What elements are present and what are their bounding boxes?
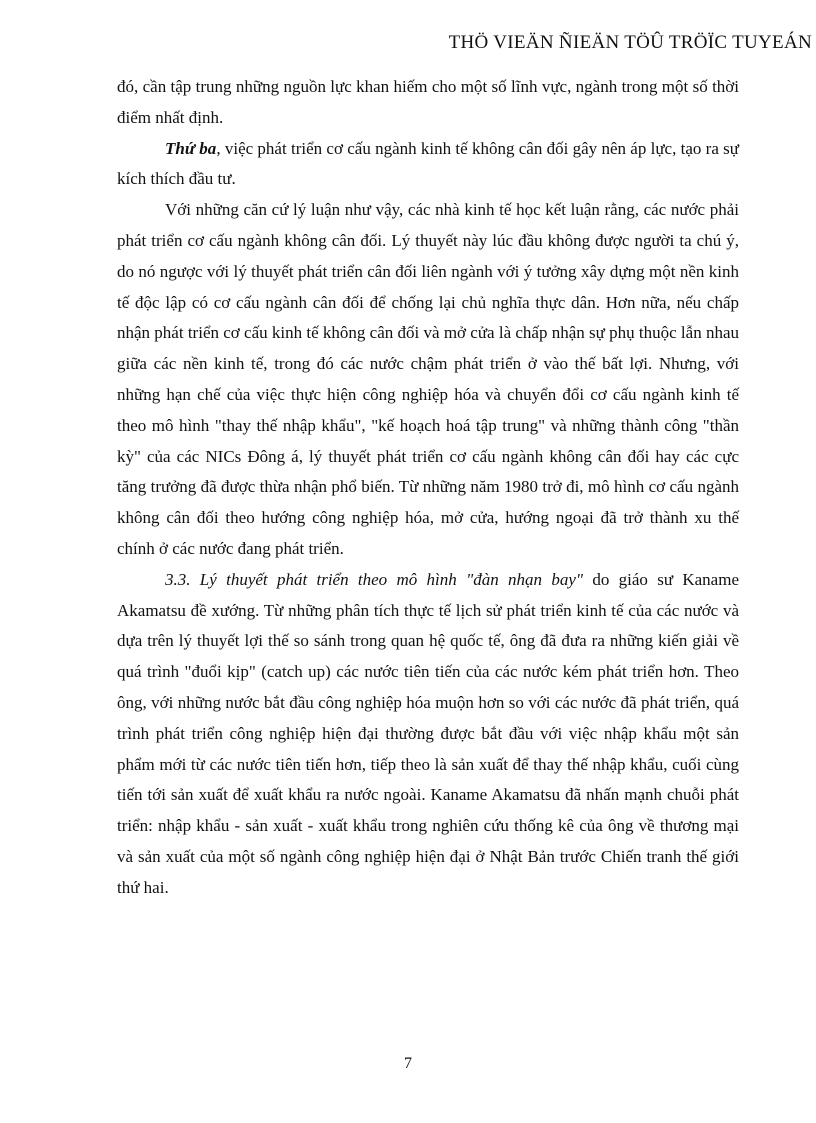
paragraph-2-lead: Thứ ba — [165, 138, 217, 158]
paragraph-4-lead: 3.3. Lý thuyết phát triển theo mô hình "đàn nhạn bay" — [165, 569, 584, 589]
body-text — [117, 72, 739, 904]
paragraph-4-text: do giáo sư Kaname Akamatsu đề xướng. Từ những phân tích thực tế lịch sử phát triển kinh tế của các nước và dựa trên lý thuyết lợi thế so sánh trong quan hệ quốc tế, ông đã đưa ra những kiến giải về quá trình "đuổi kịp" (catch up) các nước tiên tiến của các nước kém phát triển hơn. Theo ông, với những nước bắt đầu công nghiệp hóa muộn hơn so với các nước đã phát triển, quá trình phát triển công nghiệp hiện đại thường được bắt đầu với việc nhập khẩu một sản phẩm mới từ các nước tiên tiến hơn, tiếp theo là sản xuất để thay thế nhập khẩu, cuối cùng tiến tới sản xuất để xuất khẩu ra nước ngoài. Kaname Akamatsu đã nhấn mạnh chuỗi phát triển: nhập khẩu - sản xuất - xuất khẩu trong nghiên cứu thống kê của ông về thương mại và sản xuất của một số ngành công nghiệp hiện đại ở Nhật Bản trước Chiến tranh thế giới thứ hai. — [117, 569, 739, 897]
paragraph-1: đó, cần tập trung những nguồn lực khan hiếm cho một số lĩnh vực, ngành trong một số thời điểm nhất định. — [117, 77, 739, 127]
paragraph-4 — [117, 565, 739, 904]
page-header: THÖ VIEÄN ÑIEÄN TÖÛ TRÖÏC TUYEÁN — [448, 32, 812, 53]
paragraph-2-text: , việc phát triển cơ cấu ngành kinh tế không cân đối gây nên áp lực, tạo ra sự kích thích đầu tư. — [117, 138, 739, 189]
page-number: 7 — [404, 1055, 412, 1072]
paragraph-2 — [117, 134, 739, 196]
paragraph-3: Với những căn cứ lý luận như vậy, các nhà kinh tế học kết luận rằng, các nước phải phát triển cơ cấu ngành không cân đối. Lý thuyết này lúc đầu không được người ta chú ý, do nó ngược với lý thuyết phát triển cân đối liên ngành với ý tưởng xây dựng một nền kinh tế độc lập có cơ cấu ngành cân đối để chống lại chủ nghĩa thực dân. Hơn nữa, nếu chấp nhận phát triển cơ cấu kinh tế không cân đối và mở cửa là chấp nhận sự phụ thuộc lẫn nhau giữa các nền kinh tế, trong đó các nước chậm phát triển ở vào thế bất lợi. Nhưng, với những hạn chế của việc thực hiện công nghiệp hóa và chuyển đổi cơ cấu ngành kinh tế theo mô hình "thay thế nhập khẩu", "kế hoạch hoá tập trung" và những thành công "thần kỳ" của các NICs Đông á, lý thuyết phát triển cơ cấu ngành không cân đối hay các cực tăng trưởng đã được thừa nhận phổ biến. Từ những năm 1980 trở đi, mô hình cơ cấu ngành không cân đối theo hướng công nghiệp hóa, mở cửa, hướng ngoại đã trở thành xu thế chính ở các nước đang phát triển. — [117, 200, 739, 558]
